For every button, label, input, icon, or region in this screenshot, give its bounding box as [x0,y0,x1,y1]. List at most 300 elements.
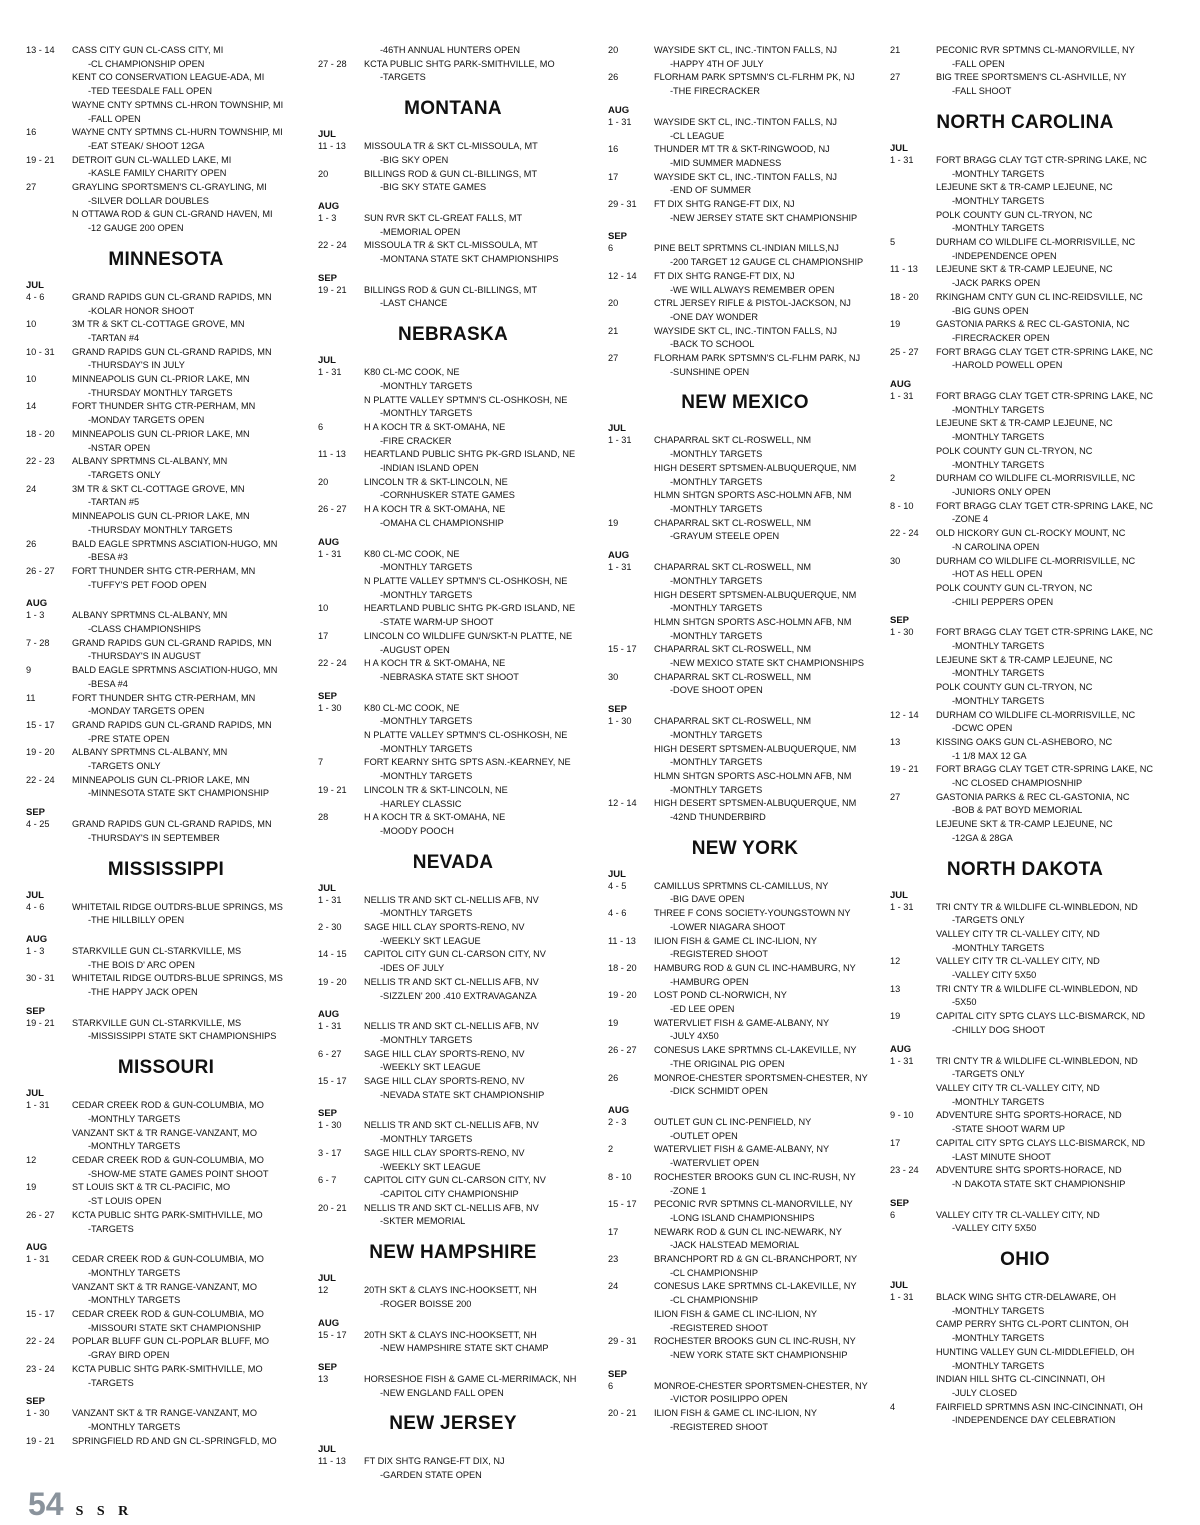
club-location: OLD HICKORY GUN CL-ROCKY MOUNT, NC [936,528,1126,539]
club-location: ILION FISH & GAME CL INC-ILION, NY [654,935,818,946]
event-entry [608,489,882,516]
club-location: ST LOUIS SKT & TR CL-PACIFIC, MO [72,1182,231,1193]
event-title: -NC CLOSED CHAMPIOSNHIP [952,778,1083,789]
club-location: LINCOLN TR & SKT-LINCOLN, NE [364,784,508,795]
state-heading: MISSOURI [117,1057,215,1079]
event-title: -HAROLD POWELL OPEN [952,360,1063,371]
club-location: MINNEAPOLIS GUN CL-PRIOR LAKE, MN [72,774,250,785]
event-title-continued: -46TH ANNUAL HUNTERS OPEN [380,45,521,55]
event-details [72,609,306,636]
club-location: MONROE-CHESTER SPORTSMEN-CHESTER, NY [654,1380,868,1391]
event-title: -INDIAN ISLAND OPEN [380,463,479,474]
event-details [72,455,306,482]
event-details [654,907,882,934]
event-title: -GRAYUM STEELE OPEN [670,531,780,542]
club-location: FAIRFIELD SPRTMNS ASN INC-CINCINNATI, OH [936,1401,1143,1412]
club-location: HEARTLAND PUBLIC SHTG PK-GRD ISLAND, NE [364,449,576,460]
club-location: BALD EAGLE SPRTMNS ASCIATION-HUGO, MN [72,665,278,676]
event-title: -MONTHLY TARGETS [952,942,1045,953]
event-dates: 7 - 28 [26,637,50,648]
event-details [364,784,588,811]
event-dates: 22 - 24 [26,774,55,785]
event-details [654,589,882,616]
club-location: VALLEY CITY TR CL-VALLEY CITY, ND [936,928,1100,939]
event-details [654,71,882,98]
event-dates [26,208,72,235]
event-details [364,729,588,756]
event-dates: 19 - 21 [890,764,919,775]
event-title: -THE ORIGINAL PIG OPEN [670,1058,785,1069]
club-location: HLMN SHTGN SPORTS ASC-HOLMN AFB, NM [654,490,852,501]
club-location: H A KOCH TR & SKT-OMAHA, NE [364,812,506,823]
event-entry [890,736,1160,763]
event-title: -HAMBURG OPEN [670,976,749,987]
event-entry [26,774,306,801]
club-location: FORT BRAGG CLAY TGET CTR-SPRING LAKE, NC [936,764,1153,775]
event-title: -MONTHLY TARGETS [952,432,1045,443]
event-entry [608,616,882,643]
month-label: AUG [318,1009,340,1021]
event-details [936,346,1160,373]
event-title: -MONTHLY TARGETS [380,562,473,573]
event-details [72,208,306,235]
state-heading: NEBRASKA [397,324,509,346]
event-details [364,630,588,657]
event-title: -TARGETS ONLY [952,1069,1025,1080]
event-entry [890,626,1160,653]
club-location: PINE BELT SPRTMNS CL-INDIAN MILLS,NJ [654,243,839,254]
event-details [654,352,882,379]
event-title: -BESA #3 [88,552,128,563]
club-location: FT DIX SHTG RANGE-FT DIX, NJ [654,199,795,210]
club-location: ADVENTURE SHTG SPORTS-HORACE, ND [936,1110,1122,1121]
event-title: -THE BOIS D' ARC OPEN [88,959,195,970]
event-title: -5X50 [952,997,977,1008]
club-location: DURHAM CO WILDLIFE CL-MORRISVILLE, NC [936,473,1136,484]
event-entry [318,630,588,657]
club-location: OUTLET GUN CL INC-PENFIELD, NY [654,1117,812,1127]
state-heading: NEVADA [412,851,494,873]
event-entry [890,955,1160,982]
event-entry [890,555,1160,582]
month-label: AUG [26,598,48,610]
club-location: BILLINGS ROD & GUN CL-BILLINGS, MT [364,284,538,295]
event-dates: 20 [318,168,329,179]
event-dates: 12 - 14 [608,798,637,809]
month-label: SEP [890,615,910,627]
event-dates: 1 - 3 [318,212,337,223]
club-location: MISSOULA TR & SKT CL-MISSOULA, MT [364,240,538,251]
event-title: -MONTHLY TARGETS [380,408,473,419]
club-location: BALD EAGLE SPRTMNS ASCIATION-HUGO, MN [72,538,278,549]
event-details [364,1020,588,1047]
event-entry [318,140,588,167]
event-entry [318,1075,588,1102]
event-title: -THURSDAY'S IN SEPTEMBER [88,832,220,843]
event-dates [890,1082,936,1109]
club-location: WAYSIDE SKT CL, INC.-TINTON FALLS, NJ [654,171,837,182]
event-title: -SIZZLEN' 200 .410 EXTRAVAGANZA [380,990,537,1001]
event-title: -THURSDAY'S IN AUGUST [88,651,201,662]
event-entry [318,894,588,921]
event-title: -MONTHLY TARGETS [380,589,473,600]
event-details [654,1116,882,1143]
event-title: -JACK PARKS OPEN [952,278,1041,289]
month-label: AUG [890,379,912,391]
event-entry [890,263,1160,290]
event-entry [26,1407,306,1434]
event-dates: 3 - 17 [318,1147,342,1158]
month-label: SEP [318,690,338,702]
event-entry [318,1174,588,1201]
event-details [364,657,588,684]
event-title: -REGISTERED SHOOT [670,949,769,960]
event-dates: 23 [608,1254,619,1265]
event-dates: 19 - 21 [318,284,347,295]
event-details [72,774,306,801]
club-location: FLORHAM PARK SPTSMN'S CL-FLHM PARK, NJ [654,353,861,364]
event-details [936,417,1160,444]
event-entry [318,1119,588,1146]
event-details [654,489,882,516]
event-dates: 9 - 10 [890,1110,914,1121]
event-details [936,44,1160,71]
event-entry [26,1281,306,1308]
event-details [72,44,306,71]
club-location: 3M TR & SKT CL-COTTAGE GROVE, MN [72,483,245,494]
club-location: CONESUS LAKE SPRTMNS CL-LAKEVILLE, NY [654,1281,857,1292]
event-entry [890,818,1160,845]
club-location: POLK COUNTY GUN CL-TRYON, NC [936,209,1093,220]
club-location: FT DIX SHTG RANGE-FT DIX, NJ [364,1456,505,1467]
event-title: -MONTHLY TARGETS [952,1096,1045,1107]
event-entry [890,236,1160,263]
event-dates [890,209,936,236]
event-dates: 27 [608,353,619,364]
event-details [936,736,1160,763]
club-location: HLMN SHTGN SPORTS ASC-HOLMN AFB, NM [654,770,852,781]
event-details [654,171,882,198]
event-dates: 6 [608,1380,614,1391]
club-location: NELLIS TR AND SKT CL-NELLIS AFB, NV [364,1021,539,1032]
club-location: HIGH DESERT SPTSMEN-ALBUQUERQUE, NM [654,589,857,600]
event-entry [608,242,882,269]
event-details [364,1455,588,1482]
event-dates: 15 - 17 [318,1076,347,1087]
club-location: CAPITAL CITY SPTG CLAYS LLC-BISMARCK, ND [936,1137,1145,1148]
event-entry [26,483,306,510]
event-dates: 18 - 20 [26,428,55,439]
event-entry [890,500,1160,527]
month-label: SEP [318,1361,338,1373]
event-entry [318,168,588,195]
club-location: SAGE HILL CLAY SPORTS-RENO, NV [364,1048,525,1059]
event-details [654,962,882,989]
event-entry [890,417,1160,444]
event-details [72,346,306,373]
event-dates: 17 [890,1137,901,1148]
event-details [654,770,882,797]
club-location: DURHAM CO WILDLIFE CL-MORRISVILLE, NC [936,237,1136,248]
event-entry [26,318,306,345]
event-details [936,181,1160,208]
club-location: WAYSIDE SKT CL, INC.-TINTON FALLS, NJ [654,45,837,55]
event-entry [318,394,588,421]
event-details [364,168,588,195]
club-location: THREE F CONS SOCIETY-YOUNGSTOWN NY [654,908,851,919]
event-dates: 16 [26,127,37,138]
event-details [936,71,1160,98]
event-entry [890,154,1160,181]
event-dates: 1 - 31 [890,901,914,912]
club-location: TRI CNTY TR & WILDLIFE CL-WINBLEDON, ND [936,1055,1138,1066]
event-title: -TARGETS ONLY [952,915,1025,926]
event-details [654,325,882,352]
state-heading: MONTANA [404,98,502,120]
event-dates: 26 [608,1072,619,1083]
event-entry [608,770,882,797]
club-location: NELLIS TR AND SKT CL-NELLIS AFB, NV [364,1120,539,1131]
event-title: -WEEKLY SKT LEAGUE [380,1062,481,1073]
event-entry [890,1010,1160,1037]
month-label: AUG [608,104,630,116]
event-title: -STATE SHOOT WARM UP [952,1124,1065,1135]
event-title: -MONTHLY TARGETS [952,223,1045,234]
event-title: -THE HAPPY JACK OPEN [88,987,198,998]
club-location: BRANCHPORT RD & GN CL-BRANCHPORT, NY [654,1254,858,1265]
event-entry [890,291,1160,318]
club-location: CHAPARRAL SKT CL-ROSWELL, NM [654,671,812,682]
event-dates: 12 - 14 [608,270,637,281]
event-details [654,561,882,588]
event-entry [890,709,1160,736]
event-dates: 19 [608,517,619,528]
event-entry [318,1147,588,1174]
event-entry [318,448,588,475]
event-dates: 19 - 20 [608,990,637,1001]
club-location: N PLATTE VALLEY SPTMN'S CL-OSHKOSH, NE [364,394,568,405]
event-dates: 27 - 28 [318,58,347,69]
event-entry [608,1044,882,1071]
event-details [936,209,1160,236]
state-heading: NEW MEXICO [681,392,809,414]
event-title: -NEVADA STATE SKT CHAMPIONSHIP [380,1089,545,1100]
event-title: -THURSDAY MONTHLY TARGETS [88,524,233,535]
event-dates: 6 [318,421,324,432]
event-details [364,239,588,266]
event-dates: 10 [26,319,37,330]
event-title: -REGISTERED SHOOT [670,1322,769,1333]
event-entry [608,517,882,544]
event-entry [608,325,882,352]
event-title: -HARLEY CLASSIC [380,798,462,809]
event-entry [608,643,882,670]
event-entry [890,1055,1160,1082]
club-location: WAYNE CNTY SPTMNS CL-HRON TOWNSHIP, MI [72,99,284,110]
event-dates: 1 - 31 [890,1055,914,1066]
club-location: GASTONIA PARKS & REC CL-GASTONIA, NC [936,791,1130,802]
club-location: GRAND RAPIDS GUN CL-GRAND RAPIDS, MN [72,346,272,357]
event-entry [608,880,882,907]
club-location: H A KOCH TR & SKT-OMAHA, NE [364,658,506,669]
month-label: AUG [318,1317,340,1329]
event-title: -TARGETS [88,1377,134,1388]
event-title: -WEEKLY SKT LEAGUE [380,1161,481,1172]
club-location: HLMN SHTGN SPORTS ASC-HOLMN AFB, NM [654,616,852,627]
event-details [936,527,1160,554]
column-3 [608,44,882,1434]
event-details [364,366,588,393]
club-location: NELLIS TR AND SKT CL-NELLIS AFB, NV [364,1202,539,1213]
event-entry [318,284,588,311]
event-dates: 15 - 17 [26,719,55,730]
club-location: CHAPARRAL SKT CL-ROSWELL, NM [654,517,812,528]
event-title: -MISSOURI STATE SKT CHAMPIONSHIP [88,1322,262,1333]
event-title: -MONTHLY TARGETS [952,641,1045,652]
event-details [72,719,306,746]
event-details [364,702,588,729]
event-dates: 20 [608,298,619,309]
club-location: 20TH SKT & CLAYS INC-HOOKSETT, NH [364,1285,537,1296]
club-location: LEJEUNE SKT & TR-CAMP LEJEUNE, NC [936,654,1113,665]
event-details [654,44,882,71]
club-location: 3M TR & SKT CL-COTTAGE GROVE, MN [72,319,245,330]
club-location: DETROIT GUN CL-WALLED LAKE, MI [72,154,232,165]
event-details [72,428,306,455]
event-details [936,236,1160,263]
club-location: ILION FISH & GAME CL INC-ILION, NY [654,1408,818,1419]
event-dates: 1 - 30 [608,716,632,727]
event-title: -CAPITOL CITY CHAMPIONSHIP [380,1189,519,1199]
event-entry [890,318,1160,345]
event-details [72,1363,306,1390]
event-dates [608,589,654,616]
club-location: CEDAR CREEK ROD & GUN-COLUMBIA, MO [72,1155,264,1165]
event-title: -TUFFY'S PET FOOD OPEN [88,579,207,590]
event-title: -NEW YORK STATE SKT CHAMPIONSHIP [670,1349,848,1360]
event-dates: 30 [608,671,619,682]
event-dates: 22 - 24 [890,528,919,539]
event-dates [608,462,654,489]
club-location: NELLIS TR AND SKT CL-NELLIS AFB, NV [364,976,539,987]
month-label: SEP [608,704,628,716]
event-title: -NSTAR OPEN [88,442,151,453]
event-entry [608,715,882,742]
club-location: MONROE-CHESTER SPORTSMEN-CHESTER, NY [654,1072,868,1083]
club-location: LINCOLN TR & SKT-LINCOLN, NE [364,476,508,487]
event-entry [26,510,306,537]
club-location: ALBANY SPRTMNS CL-ALBANY, MN [72,747,228,758]
event-details [936,1109,1160,1136]
event-details [72,1209,306,1236]
event-title: -BIG DAVE OPEN [670,894,745,905]
month-label: JUL [318,1444,336,1456]
event-title: -BACK TO SCHOOL [670,339,755,350]
event-dates: 19 [890,1011,901,1022]
month-label: AUG [26,933,48,945]
event-dates: 19 - 20 [318,976,347,987]
event-entry [608,671,882,698]
event-dates: 1 - 31 [318,894,342,905]
event-entry [608,962,882,989]
club-location: CEDAR CREEK ROD & GUN-COLUMBIA, MO [72,1254,264,1265]
event-title: -MONTHLY TARGETS [88,1141,181,1152]
event-entry [26,901,306,928]
event-details [72,1407,306,1434]
event-entry [26,719,306,746]
event-entry [608,1380,882,1407]
event-entry [608,1116,882,1143]
event-title: -MONTHLY TARGETS [670,784,763,795]
event-dates: 17 [608,1226,619,1237]
event-title: -BIG SKY STATE GAMES [380,182,487,193]
event-entry [890,181,1160,208]
page-number: 54 [28,1486,64,1522]
club-location: FORT BRAGG CLAY TGET CTR-SPRING LAKE, NC [936,500,1153,511]
event-details [936,1373,1160,1400]
event-title: -VICTOR POSILIPPO OPEN [670,1394,788,1405]
event-entry [318,921,588,948]
event-entry [890,1401,1160,1428]
club-location: FORT BRAGG CLAY TGET CTR-SPRING LAKE, NC [936,627,1153,638]
club-location: MINNEAPOLIS GUN CL-PRIOR LAKE, MN [72,374,250,385]
event-details [72,692,306,719]
event-details [936,500,1160,527]
event-entry [890,1373,1160,1400]
club-location: POLK COUNTY GUN CL-TRYON, NC [936,582,1093,593]
event-title: -THURSDAY'S IN JULY [88,360,185,371]
event-details [72,99,306,126]
event-entry [26,1253,306,1280]
event-details [364,548,588,575]
club-location: RKINGHAM CNTY GUN CL INC-REIDSVILLE, NC [936,291,1143,302]
club-location: MINNEAPOLIS GUN CL-PRIOR LAKE, MN [72,511,250,522]
event-title: -200 TARGET 12 GAUGE CL CHAMPIONSHIP [670,257,864,268]
event-details [936,791,1160,818]
event-details [364,976,588,1003]
event-details [936,291,1160,318]
club-location: FORT KEARNY SHTG SPTS ASN.-KEARNEY, NE [364,757,571,768]
club-location: SUN RVR SKT CL-GREAT FALLS, MT [364,212,523,223]
event-details [72,1181,306,1208]
club-location: NELLIS TR AND SKT CL-NELLIS AFB, NV [364,894,539,905]
club-location: PECONIC RVR SPTMNS CL-MANORVILLE, NY [654,1199,853,1210]
event-entry [890,763,1160,790]
event-title: -MONTHLY TARGETS [380,1134,473,1145]
event-dates: 12 [890,956,901,967]
event-details [364,1174,588,1201]
event-entry [26,154,306,181]
event-dates: 9 [26,665,32,676]
event-title: -MOODY POOCH [380,825,454,836]
event-details [364,284,588,311]
event-dates: 22 - 24 [318,658,347,669]
event-dates: 2 [608,1144,614,1155]
event-title: -TARGETS ONLY [88,761,161,772]
event-entry [890,582,1160,609]
club-location: THUNDER MT TR & SKT-RINGWOOD, NJ [654,144,830,155]
event-title: -BESA #4 [88,678,128,689]
club-location: GRAND RAPIDS GUN CL-GRAND RAPIDS, MN [72,819,272,830]
event-entry [890,71,1160,98]
event-dates: 1 - 30 [318,702,342,713]
event-details [654,715,882,742]
event-details [654,989,882,1016]
event-entry [608,1017,882,1044]
event-entry [318,58,588,85]
column-4 [890,44,1160,1428]
event-title: -MONTHLY TARGETS [952,1333,1045,1344]
